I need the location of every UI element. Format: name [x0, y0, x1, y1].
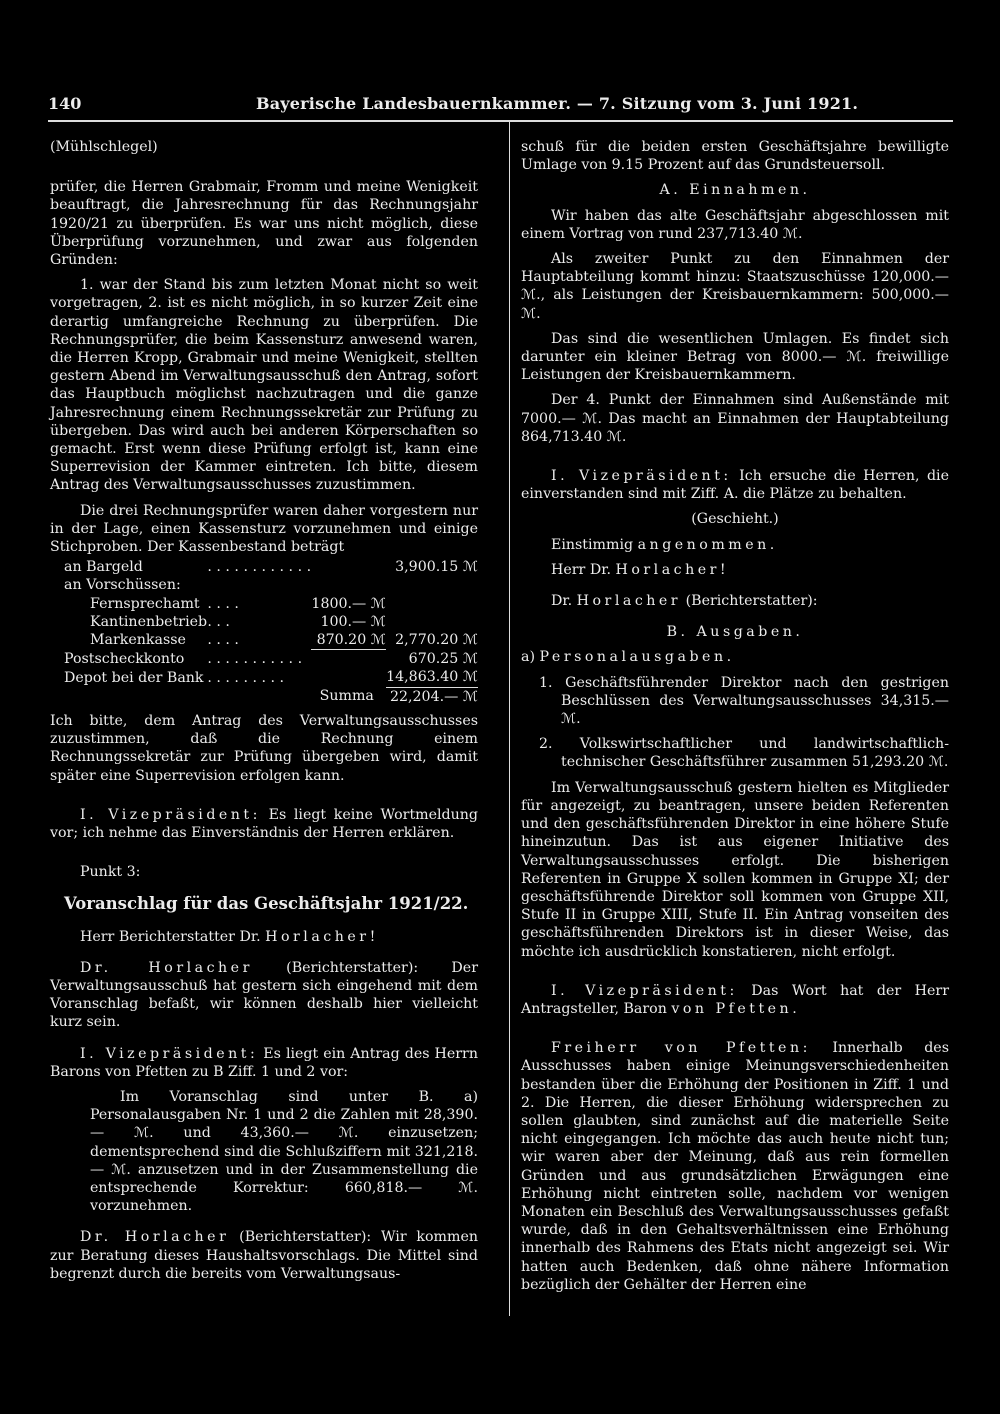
leader-dots: . . . . . . . . . . . .: [207, 559, 312, 576]
account-label: Depot bei der Bank: [64, 669, 204, 686]
text: Herr Dr.: [551, 561, 616, 578]
paragraph: Der 4. Punkt der Einnahmen sind Außenstände mit 7000.— ℳ. Das macht an Einnahmen der Hauptabteilung 864,713.40 ℳ.: [521, 392, 949, 445]
speaker: I. Vizepräsident:: [80, 806, 261, 823]
table-row: [50, 613, 478, 631]
paragraph: [521, 982, 949, 1018]
summa-label: Summa: [319, 688, 374, 705]
paragraph: [50, 1228, 478, 1283]
account-label: Kantinenbetrieb: [90, 613, 208, 630]
list-item: 1. Geschäftsführender Direktor nach den gestrigen Beschlüssen des Verwaltungsausschusses 34,315.— ℳ.: [539, 674, 949, 728]
account-label: Postscheckkonto: [64, 651, 185, 668]
speaker: Dr. Horlacher: [80, 959, 253, 976]
paragraph: Im Verwaltungsausschuß gestern hielten es Mitglieder für angezeigt, zu beantragen, unsere beiden Referenten und den geschäftsführenden Direktor in eine höhere Stufe hineinzutun. Das ist aus eigener Initiative des Verwaltungsausschusses erfolgt. Die bisherigen Referenten in Gruppe X sollen kommen in Gruppe XI; der geschäftsführende Direktor soll kommen von Gruppe XII, Stufe II in Gruppe XIII, Stufe II. Ein Antrag vonseiten des geschäftsführenden Direktors ist in dieser Weise, das möchte ich ausdrücklich konstatieren, nicht erfolgt.: [521, 779, 949, 960]
speaker: Freiherr von Pfetten:: [551, 1040, 811, 1057]
account-value: 100.— ℳ: [320, 613, 386, 630]
motion-text: Im Voranschlag sind unter B. a) Personalausgaben Nr. 1 und 2 die Zahlen mit 28,390.— ℳ. und 43,360.— ℳ. einzusetzen; dementsprechend sind die Schlußziffern mit 321,218.— ℳ. anzusetzen und in der Zusammenstellung die entsprechende Korrektur: 660,818.— ℳ. vorzunehmen.: [90, 1088, 478, 1215]
cash-balance-table: [50, 558, 478, 706]
summa-value: 22,204.— ℳ: [389, 688, 478, 705]
paragraph: prüfer, die Herren Grabmair, Fromm und meine Wenigkeit beauftragt, die Jahresrechnung für das Rechnungsjahr 1920/21 zu überprüfen. Es war uns nicht möglich, diese Überprüfung vorzunehmen, und zwar aus folgenden Gründen:: [50, 179, 478, 269]
text: a): [521, 649, 540, 666]
speaker-name: Horlacher!: [615, 561, 730, 578]
table-row: [50, 687, 478, 706]
paragraph: schuß für die beiden ersten Geschäftsjahre bewilligte Umlage von 9.15 Prozent auf das Grundsteuersoll.: [521, 139, 949, 174]
speech-text: Innerhalb des Ausschusses haben einige Meinungsverschiedenheiten bestanden über die Erhöhung der Positionen in Ziff. 1 und 2. Die Herren, die dieser Erhöhung widersprechen zu sollen glaubten, sind zunächst auf die materielle Seite nicht eingegangen. Ich möchte das auch heute nicht tun; wir waren aber der Meinung, daß aus rein formellen Gründen und aus grundsätzlichen Erwägungen eine Erhöhung nicht eintreten solle, nachdem vor wenigen Monaten ein Beschluß des Verwaltungsausschusses gefaßt wurde, daß in den Gehaltsverhältnissen eine Erhöhung innerhalb des Rahmens des Etats nicht angezeigt sei. Wir hatten auch Bedenken, daß ohne nähere Information bezüglich der Gehälter der Herren eine: [521, 1040, 949, 1293]
speaker: I. Vizepräsident:: [80, 1045, 259, 1062]
speaker: I. Vizepräsident:: [551, 468, 732, 485]
account-label: Fernsprechamt: [90, 595, 200, 612]
leader-dots: . . . . . . . . .: [207, 669, 285, 686]
running-title: Bayerische Landesbauernkammer. — 7. Sitzung vom 3. Juni 1921.: [256, 94, 859, 113]
speech-text: (Berichterstatter): Wir kommen zur Beratung dieses Haushaltsvorschlags. Die Mittel sind begrenzt durch die bereits vom Verwaltungsaus-: [50, 1229, 478, 1282]
text: Herr Berichterstatter Dr.: [80, 928, 266, 945]
paragraph: [521, 536, 949, 554]
header-rule: [48, 120, 953, 122]
paragraph: Als zweiter Punkt zu den Einnahmen der Hauptabteilung kommt hinzu: Staatszuschüsse 120,000.— ℳ., als Leistungen der Kreisbauernkammern: 500,000.— ℳ.: [521, 251, 949, 322]
subsection-heading: [521, 648, 949, 666]
paragraph: [50, 1045, 478, 1081]
table-row: [50, 595, 478, 613]
speaker-name: Horlacher!: [265, 928, 379, 945]
text: Dr.: [551, 593, 577, 610]
leader-dots: . . .: [207, 613, 230, 630]
table-row: [50, 631, 478, 650]
table-row: [50, 668, 478, 687]
leader-dots: . . . .: [207, 632, 239, 649]
paragraph: [50, 806, 478, 842]
page-number: 140: [48, 94, 82, 113]
paragraph: [521, 592, 949, 610]
paragraph: [521, 1039, 949, 1294]
text: Einstimmig: [551, 536, 638, 553]
section-heading: A. Einnahmen.: [659, 182, 811, 199]
account-label: an Vorschüssen:: [64, 577, 181, 594]
speech-text: (Berichterstatter): Der Verwaltungsausschuß hat gestern sich eingehend mit dem Voranschlag befaßt, wir können deshalb hier vielleicht kurz sein.: [50, 959, 478, 1031]
result: angenommen.: [637, 536, 778, 553]
account-value: 14,863.40 ℳ: [386, 669, 478, 686]
leader-dots: . . . . . . . . . . .: [207, 651, 303, 668]
leader-dots: . . . .: [207, 595, 239, 612]
speaker: I. Vizepräsident:: [551, 982, 738, 999]
account-value: 3,900.15 ℳ: [395, 559, 478, 576]
paragraph: Wir haben das alte Geschäftsjahr abgeschlossen mit einem Vortrag von rund 237,713.40 ℳ.: [521, 207, 949, 242]
speaker-name: von Pfetten.: [671, 1000, 801, 1017]
paragraph: Das sind die wesentlichen Umlagen. Es findet sich darunter ein kleiner Betrag von 8000.— ℳ. freiwillige Leistungen der Kreisbauernkammern.: [521, 330, 949, 384]
table-row: [50, 650, 478, 669]
account-subtotal: 2,770.20 ℳ: [395, 632, 478, 649]
speaker-note: (Mühlschlegel): [50, 139, 158, 155]
table-row: [50, 558, 478, 576]
speaker-name: Horlacher: [576, 593, 682, 610]
list-item: 2. Volkswirtschaftlicher und landwirtschaftlich-technischer Geschäftsführer zusammen 51,293.20 ℳ.: [539, 736, 949, 771]
text: (Berichterstatter):: [681, 593, 818, 610]
agenda-item: Punkt 3:: [80, 864, 141, 881]
left-column: [50, 138, 478, 1290]
paragraph: [521, 561, 949, 579]
paragraph: Die drei Rechnungsprüfer waren daher vorgestern nur in der Lage, einen Kassensturz vorzunehmen und einige Stichproben. Der Kassenbestand beträgt: [50, 502, 478, 556]
account-label: Markenkasse: [90, 632, 186, 649]
speech-text: Ich ersuche die Herren, die einverstanden sind mit Ziff. A. die Plätze zu behalten.: [521, 468, 949, 503]
paragraph: 1. war der Stand bis zum letzten Monat nicht so weit vorgetragen, 2. ist es nicht möglich, in so kurzer Zeit eine derartig umfangreiche Rechnung zu überprüfen. Die Rechnungsprüfer, die beim Kassensturz anwesend waren, die Herren Kropp, Grabmair und meine Wenigkeit, stellten gestern Abend im Verwaltungsausschuß den Antrag, sofort das Hauptbuch möglichst nachzutragen und die ganze Jahresrechnung einem Rechnungssekretär zur Prüfung zu übergeben. Das wird auch bei anderen Körperschaften so gemacht. Erst wenn diese Prüfung erfolgt ist, kann eine Superrevision der Kammer eintreten. Ich bitte, diesem Antrag des Verwaltungsausschusses zuzustimmen.: [50, 277, 478, 494]
stage-direction: (Geschieht.): [691, 511, 779, 528]
speech-text: Das Wort hat der Herr Antragsteller, Baron: [521, 982, 949, 1017]
account-value: 870.20 ℳ: [311, 631, 386, 650]
paragraph: [50, 928, 478, 946]
account-value: 1800.— ℳ: [311, 595, 386, 612]
page-header: [48, 94, 953, 118]
speaker: Dr. Horlacher: [80, 1229, 230, 1246]
paragraph: [521, 467, 949, 503]
text: Personalausgaben.: [539, 649, 735, 666]
section-title: Voranschlag für das Geschäftsjahr 1921/22.: [64, 894, 469, 914]
account-value: 670.25 ℳ: [408, 651, 478, 668]
table-row: [50, 576, 478, 594]
column-divider: [509, 122, 510, 1316]
paragraph: [50, 959, 478, 1032]
account-label: an Bargeld: [64, 559, 143, 576]
section-heading: B. Ausgaben.: [666, 624, 804, 641]
right-column: [521, 138, 949, 1301]
speech-text: Es liegt ein Antrag des Herrn Barons von Pfetten zu B Ziff. 1 und 2 vor:: [50, 1045, 478, 1080]
speech-text: Es liegt keine Wortmeldung vor; ich nehme das Einverständnis der Herren erklären.: [50, 806, 478, 841]
paragraph: Ich bitte, dem Antrag des Verwaltungsausschusses zuzustimmen, daß die Rechnung einem Rechnungssekretär zur Prüfung übergeben wird, damit später eine Superrevision erfolgen kann.: [50, 712, 478, 784]
